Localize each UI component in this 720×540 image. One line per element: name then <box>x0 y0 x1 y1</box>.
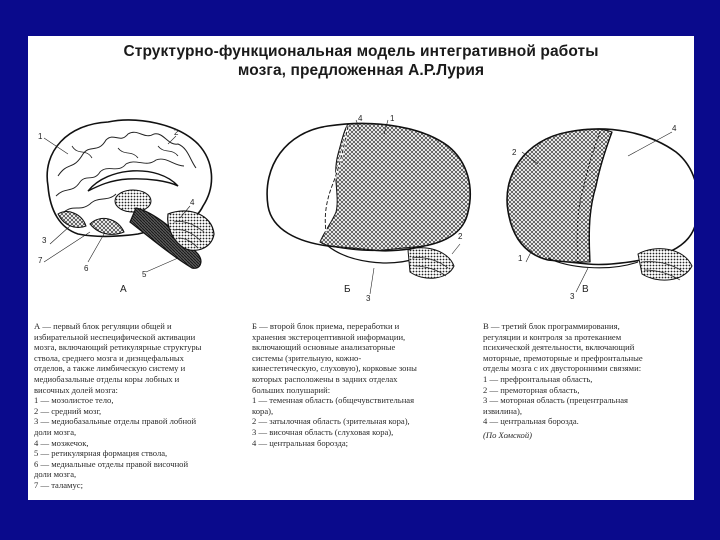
caption-c-line: отделы мозга с их двусторонними связями: <box>483 363 642 374</box>
caption-a-line: 6 — медиальные отделы правой височной <box>34 458 189 469</box>
caption-c-lines <box>483 321 691 427</box>
fig-b-num-2: 2 <box>458 232 463 241</box>
caption-c-line: регуляции и контроля за протеканием <box>483 331 622 342</box>
fig-a-num-4: 4 <box>190 198 195 207</box>
slide-sheet <box>28 36 694 500</box>
caption-a-line: 3 — медиобазальные отделы правой лобной <box>34 416 197 427</box>
caption-b-line: системы (зрительную, кожно- <box>252 352 362 363</box>
caption-c-line: В — третий блок программирования, <box>483 321 620 331</box>
caption-c-line: моторные, премоторные и префронтальные <box>483 352 643 363</box>
fig-b-num-4: 4 <box>358 114 363 123</box>
brain-medial-section-drawing <box>28 36 694 326</box>
caption-a-line: доли мозга, <box>34 469 77 480</box>
fig-c-letter: В <box>582 284 589 295</box>
caption-b-line: 4 — центральная борозда; <box>252 437 349 448</box>
caption-b-line: включающий основные анализаторные <box>252 342 396 353</box>
caption-b <box>252 321 464 448</box>
title-line-1: Структурно-функциональная модель интегративной работы <box>123 43 599 60</box>
caption-a-line: А — первый блок регуляции общей и <box>34 321 172 331</box>
caption-a <box>34 321 244 491</box>
title-line-2: мозга, предложенная А.Р.Лурия <box>237 62 485 79</box>
caption-a-line: доли мозга, <box>34 426 77 437</box>
fig-a-num-2: 2 <box>174 128 179 137</box>
caption-c-line: 4 — центральная борозда. <box>483 416 579 427</box>
caption-b-line: 1 — теменная область (общечувствительная <box>252 395 415 406</box>
source-note: (По Хомской) <box>483 429 533 440</box>
caption-c-line: 3 — моторная область (прецентральная <box>483 395 628 406</box>
caption-a-line: избирательной неспецифической активации <box>34 331 196 342</box>
caption-b-line: которых расположены в задних отделах <box>252 373 398 384</box>
fig-b-num-3: 3 <box>366 294 371 303</box>
caption-c-line: 1 — префронтальная область, <box>483 373 593 384</box>
caption-a-line: 7 — таламус; <box>34 479 83 490</box>
caption-a-line: ствола, среднего мозга и диэнцефальных <box>34 352 184 363</box>
caption-a-line: отделов, а также лимбическую систему и <box>34 363 186 374</box>
fig-a-letter: А <box>120 284 127 295</box>
caption-b-line: больших полушарий: <box>252 384 331 395</box>
fig-a-num-3: 3 <box>42 236 47 245</box>
fig-c-num-1: 1 <box>518 254 523 263</box>
caption-a-line: 2 — средний мозг, <box>34 405 102 416</box>
figures-row <box>28 36 694 326</box>
caption-c-line: 2 — премоторная область, <box>483 384 580 395</box>
fig-b-letter: Б <box>344 284 351 295</box>
fig-a-num-6: 6 <box>84 264 89 273</box>
fig-c-num-4: 4 <box>672 124 677 133</box>
caption-b-line: 3 — височная область (слуховая кора), <box>252 426 394 437</box>
caption-b-line: кинестетическую, слуховую), корковые зоны <box>252 363 417 374</box>
caption-a-line: 4 — мозжечок, <box>34 437 89 448</box>
fig-a-num-5: 5 <box>142 270 147 279</box>
caption-c <box>483 321 691 441</box>
caption-a-line: височных долей мозга: <box>34 384 118 395</box>
caption-a-line: 5 — ретикулярная формация ствола, <box>34 448 168 459</box>
caption-a-line: мозга, включающий ретикулярные структуры <box>34 342 202 353</box>
caption-b-line: кора), <box>252 405 274 416</box>
fig-a-num-7: 7 <box>38 256 43 265</box>
caption-b-line: 2 — затылочная область (зрительная кора), <box>252 416 410 427</box>
fig-b-num-1: 1 <box>390 114 395 123</box>
caption-b-line: Б — второй блок приема, переработки и <box>252 321 400 331</box>
figure-a <box>28 36 694 326</box>
caption-c-line: извилина), <box>483 405 522 416</box>
caption-c-line: психической деятельности, включающий <box>483 342 635 353</box>
caption-b-line: хранения экстероцептивной информации, <box>252 331 406 342</box>
fig-c-num-2: 2 <box>512 148 517 157</box>
fig-c-num-3: 3 <box>570 292 575 301</box>
caption-a-line: медиобазальные отделы коры лобных и <box>34 373 180 384</box>
fig-a-num-1: 1 <box>38 132 43 141</box>
caption-a-line: 1 — мозолистое тело, <box>34 395 114 406</box>
